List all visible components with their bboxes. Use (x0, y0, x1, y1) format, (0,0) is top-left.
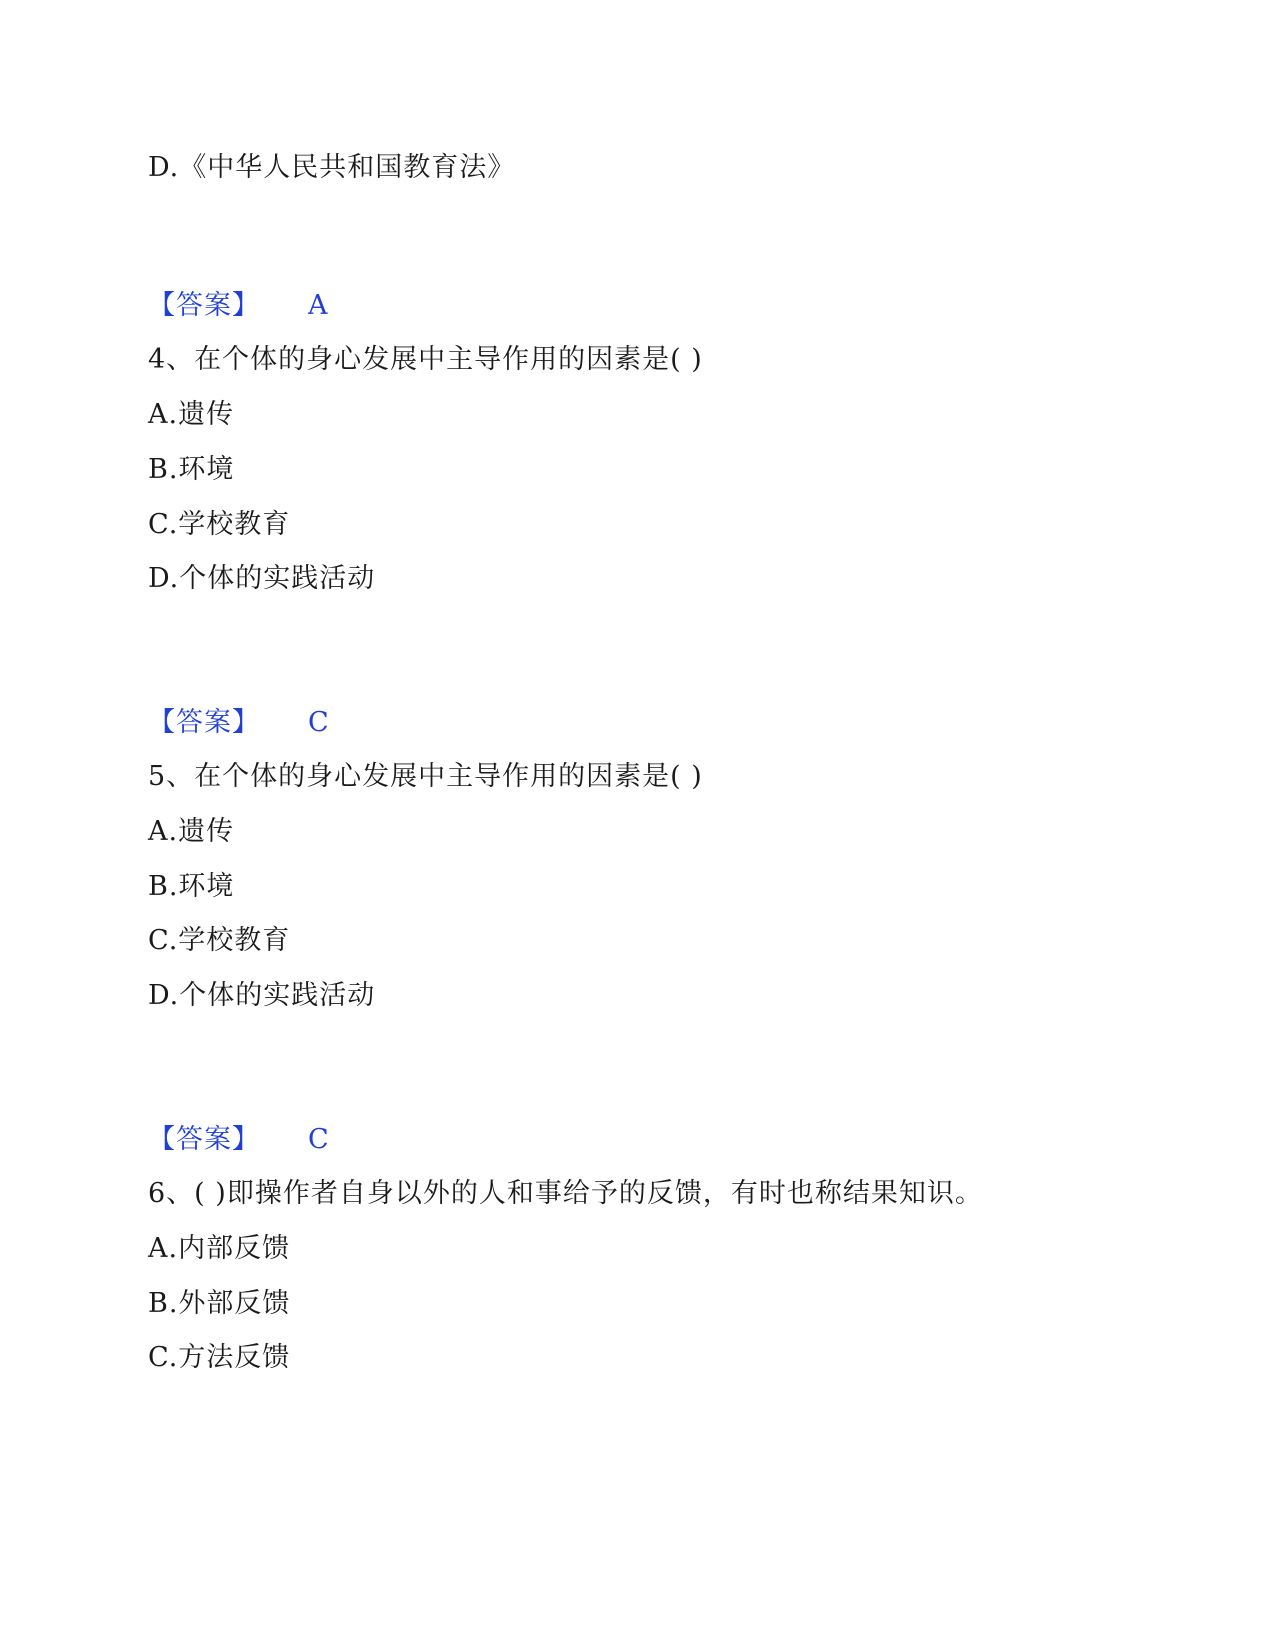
answer-label: 【答案】 (148, 707, 260, 738)
q6-question: 6、( )即操作者自身以外的人和事给予的反馈，有时也称结果知识。 (148, 1178, 983, 1209)
q4-option-b: B.环境 (148, 454, 235, 485)
q5-option-c: C.学校教育 (148, 925, 291, 956)
q5-question: 5、在个体的身心发展中主导作用的因素是( ) (148, 761, 703, 792)
q3-answer (148, 289, 329, 323)
answer-label: 【答案】 (148, 1124, 260, 1155)
q6-option-c: C.方法反馈 (148, 1342, 291, 1373)
q4-question: 4、在个体的身心发展中主导作用的因素是( ) (148, 344, 703, 375)
q4-answer (148, 706, 330, 740)
q4-option-c: C.学校教育 (148, 509, 291, 540)
answer-label: 【答案】 (148, 290, 260, 321)
q4-option-d: D.个体的实践活动 (148, 563, 376, 594)
q5-option-b: B.环境 (148, 871, 235, 902)
q3-option-d: D.《中华人民共和国教育法》 (148, 152, 516, 183)
q6-option-a: A.内部反馈 (148, 1233, 291, 1264)
q4-option-a: A.遗传 (148, 399, 235, 430)
answer-value: A (308, 290, 329, 321)
q6-option-b: B.外部反馈 (148, 1288, 291, 1319)
q5-answer (148, 1123, 330, 1157)
answer-value: C (308, 1124, 330, 1155)
q5-option-d: D.个体的实践活动 (148, 980, 376, 1011)
answer-value: C (308, 707, 330, 738)
q5-option-a: A.遗传 (148, 816, 235, 847)
